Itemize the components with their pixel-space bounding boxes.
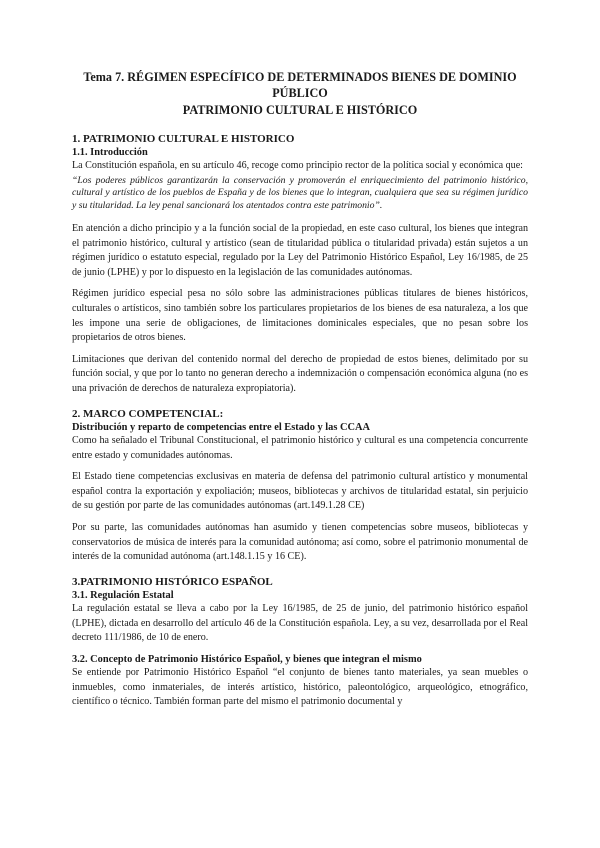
paragraph: El Estado tiene competencias exclusivas en materia de defensa del patrimonio cultural artístico y monumental español contra la exportación y expoliación; museos, bibliotecas y archivos de titularidad estatal, sin perjuicio de su gestión por parte de las comunidades autónomas (art.149.1.28 CE) xyxy=(72,471,528,512)
section-3-heading: 3.PATRIMONIO HISTÓRICO ESPAÑOL xyxy=(72,575,273,588)
paragraph: La Constitución española, en su artículo 46, recoge como principio rector de la política social y económica que: xyxy=(72,160,523,171)
constitution-quote: “Los poderes públicos garantizarán la conservación y promoverán el enriquecimiento del patrimonio histórico, cultural y artístico de los pueblos de España y de los bienes que lo integran, cualquiera que sea su régimen jurídico y su titularidad. La ley penal sancionará los atentados contra este patrimonio”. xyxy=(72,174,528,212)
paragraph: Por su parte, las comunidades autónomas han asumido y tienen competencias sobre museos, bibliotecas y conservatorios de música de interés para la comunidad autónoma; así como, sobre el patrimonio monumental de interés de la comunidad autónoma (art.148.1.15 y 16 CE). xyxy=(72,521,528,563)
section-2-heading: 2. MARCO COMPETENCIAL: xyxy=(72,407,224,420)
paragraph: Limitaciones que derivan del contenido normal del derecho de propiedad de estos bienes, delimitado por su función social, y que por lo tanto no generan derecho a indemnización o compensación económica alguna (no es una privación de derechos de naturaleza expropiatoria). xyxy=(72,353,528,394)
document-subtitle: PATRIMONIO CULTURAL E HISTÓRICO xyxy=(182,103,418,117)
section-1-1-heading: 1.1. Introducción xyxy=(72,147,148,158)
paragraph: Régimen jurídico especial pesa no sólo sobre las administraciones públicas titulares de bienes históricos, culturales o artísticos, sino también sobre los particulares propietarios de los bienes de esa naturaleza, a los que les impone una serie de obligaciones, de limitaciones dominicales especiales, que no pesan sobre los propietarios de otros bienes. xyxy=(72,288,528,344)
document-page xyxy=(72,62,528,717)
paragraph: En atención a dicho principio y a la función social de la propiedad, en este caso cultural, los bienes que integran el patrimonio histórico, cultural y artístico (sean de titularidad pública o titularidad privada) están sujetos a un régimen jurídico o estatuto especial, regulado por la Ley del Patrimonio Histórico Español, Ley 16/1985, de 25 de junio (LPHE) y por lo dispuesto en la legislación de las comunidades autónomas. xyxy=(72,222,528,278)
paragraph: La regulación estatal se lleva a cabo por la Ley 16/1985, de 25 de junio, del patrimonio histórico español (LPHE), dictada en desarrollo del artículo 46 de la Constitución española. Ley, a su vez, desarrollada por el Real decreto 111/1986, de 10 de enero. xyxy=(72,603,528,644)
paragraph: Como ha señalado el Tribunal Constitucional, el patrimonio histórico y cultural es una competencia concurrente entre estado y comunidades autónomas. xyxy=(72,435,528,461)
section-1-heading: 1. PATRIMONIO CULTURAL E HISTORICO xyxy=(72,132,295,145)
document-title: Tema 7. RÉGIMEN ESPECÍFICO DE DETERMINADOS BIENES DE DOMINIO PÚBLICO xyxy=(83,70,517,100)
section-3-1-heading: 3.1. Regulación Estatal xyxy=(72,590,174,602)
section-3-2-heading: 3.2. Concepto de Patrimonio Histórico Español, y bienes que integran el mismo xyxy=(72,654,422,666)
section-2-subheading: Distribución y reparto de competencias entre el Estado y las CCAA xyxy=(72,422,371,434)
paragraph: Se entiende por Patrimonio Histórico Español “el conjunto de bienes tanto materiales, ya sean muebles o inmuebles, como inmateriales, de interés artístico, histórico, paleontológico, arqueológico, etnográfico, científico o técnico. También forman parte del mismo el patrimonio documental y xyxy=(72,667,528,708)
